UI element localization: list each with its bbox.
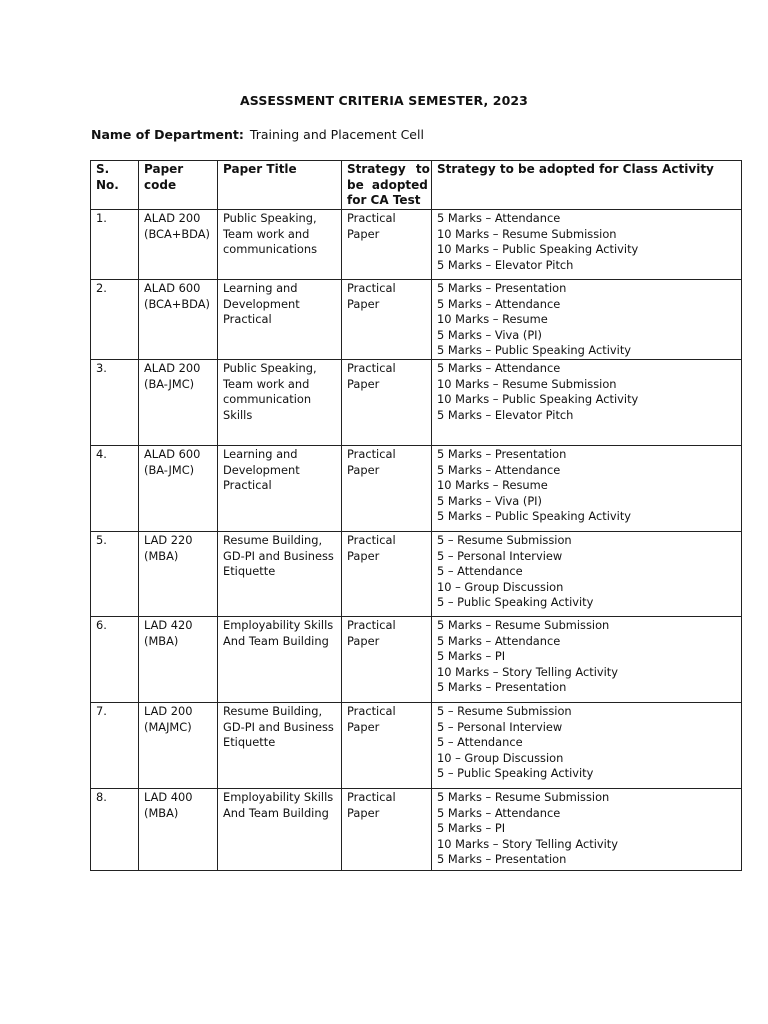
cell-paper-title-line: Learning and [223,281,298,295]
cell-paper-code [139,532,218,617]
cell-class-activity-line: 10 – Group Discussion [437,750,564,765]
cell-class-activity-line: 5 Marks – Viva (PI) [437,327,542,342]
cell-ca-strategy [342,703,432,789]
cell-class-activity [432,789,742,871]
cell-paper-title [218,532,342,617]
cell-class-activity-line: 5 Marks – Elevator Pitch [437,257,574,272]
cell-class-activity-line: 5 Marks – Viva (PI) [437,493,542,508]
cell-ca-strategy-line: Practical [347,281,396,295]
cell-paper-code-line: LAD 420 [144,618,193,632]
cell-paper-title-line: And Team Building [223,633,329,648]
cell-class-activity-line: 5 – Public Speaking Activity [437,766,594,781]
cell-paper-title-line: Public Speaking, [223,361,317,375]
cell-paper-title-line: GD-PI and Business [223,548,334,563]
cell-ca-strategy-line: Paper [347,376,380,391]
cell-class-activity [432,360,742,446]
cell-class-activity-line: 5 Marks – Attendance [437,462,561,477]
cell-class-activity-line: 5 Marks – PI [437,649,506,664]
header-sno-line-2: No. [96,177,119,192]
cell-paper-code-line: ALAD 200 [144,361,201,375]
cell-paper-code-line: (MAJMC) [144,719,192,734]
cell-class-activity [432,446,742,532]
cell-class-activity-line: 5 Marks – Public Speaking Activity [437,509,632,524]
cell-ca-strategy [342,446,432,532]
cell-class-activity [432,210,742,280]
header-paper-code-line-1: Paper [144,162,184,176]
cell-class-activity [432,617,742,703]
cell-class-activity-line: 10 Marks – Story Telling Activity [437,836,618,851]
cell-paper-code [139,446,218,532]
cell-class-activity-line: 5 Marks – Presentation [437,447,567,461]
cell-paper-title [218,789,342,871]
header-paper-code-line-2: code [144,177,177,192]
cell-class-activity-line: 5 – Personal Interview [437,548,563,563]
cell-ca-strategy-line: Practical [347,361,396,375]
cell-class-activity-line: 5 Marks – Attendance [437,633,561,648]
cell-paper-title-line: Resume Building, [223,533,323,547]
cell-class-activity-line: 10 – Group Discussion [437,579,564,594]
cell-paper-title-line: Etiquette [223,735,276,750]
header-paper-title [218,161,342,210]
cell-paper-title-line: Employability Skills [223,618,334,632]
cell-ca-strategy [342,210,432,280]
cell-class-activity-line: 10 Marks – Resume Submission [437,226,617,241]
cell-paper-title-line: communications [223,242,318,257]
table-row [91,532,742,617]
cell-paper-title [218,703,342,789]
cell-class-activity-line: 10 Marks – Public Speaking Activity [437,242,639,257]
cell-paper-code-line: LAD 400 [144,790,193,804]
cell-class-activity-line: 5 Marks – Presentation [437,680,567,695]
cell-paper-code-line: ALAD 200 [144,211,201,225]
cell-class-activity-line: 5 Marks – Elevator Pitch [437,407,574,422]
header-class-activity-strategy [432,161,742,210]
cell-class-activity-line: 10 Marks – Resume [437,478,548,493]
cell-paper-title-line: Development [223,462,300,477]
cell-sno [91,360,139,446]
cell-sno [91,532,139,617]
cell-paper-title-line: Learning and [223,447,298,461]
cell-class-activity-line: 10 Marks – Public Speaking Activity [437,392,639,407]
cell-class-activity-line: 5 – Public Speaking Activity [437,595,594,610]
cell-ca-strategy-line: Paper [347,548,380,563]
department-label: Name of Department: [91,127,244,142]
cell-paper-title-line: Development [223,296,300,311]
cell-class-activity-line: 5 Marks – Presentation [437,281,567,295]
cell-class-activity-line: 5 – Personal Interview [437,719,563,734]
cell-class-activity-line: 5 – Attendance [437,735,523,750]
cell-paper-code-line: (MBA) [144,805,179,820]
cell-sno-text: 3. [96,361,107,375]
table-row [91,360,742,446]
cell-sno-text: 7. [96,704,107,718]
cell-sno-text: 4. [96,447,107,461]
cell-paper-title-line: GD-PI and Business [223,719,334,734]
cell-class-activity-line: 10 Marks – Story Telling Activity [437,664,618,679]
cell-paper-code-line: ALAD 600 [144,281,201,295]
assessment-criteria-table [90,160,742,871]
cell-ca-strategy-line: Paper [347,805,380,820]
cell-paper-code [139,617,218,703]
cell-class-activity [432,532,742,617]
department-value: Training and Placement Cell [249,127,424,142]
cell-ca-strategy-line: Paper [347,226,380,241]
cell-ca-strategy [342,617,432,703]
cell-paper-title-line: And Team Building [223,805,329,820]
table-row [91,703,742,789]
cell-sno [91,446,139,532]
cell-paper-code [139,789,218,871]
cell-paper-title-line: communication [223,392,312,407]
cell-ca-strategy-line: Practical [347,533,396,547]
document-title: ASSESSMENT CRITERIA SEMESTER, 2023 [240,93,528,108]
cell-paper-code-line: (BA-JMC) [144,462,195,477]
cell-paper-code-line: ALAD 600 [144,447,201,461]
cell-paper-code-line: LAD 220 [144,533,193,547]
cell-ca-strategy-line: Paper [347,719,380,734]
cell-paper-code-line: (MBA) [144,548,179,563]
cell-ca-strategy-line: Practical [347,618,396,632]
cell-paper-title [218,446,342,532]
cell-ca-strategy [342,280,432,360]
cell-class-activity-line: 5 Marks – PI [437,821,506,836]
table-row [91,280,742,360]
cell-paper-code-line: (BCA+BDA) [144,226,210,241]
cell-sno-text: 6. [96,618,107,632]
cell-ca-strategy-line: Practical [347,704,396,718]
header-ca-strategy-line-2: be adopted [347,177,428,192]
cell-sno-text: 8. [96,790,107,804]
cell-paper-code-line: LAD 200 [144,704,193,718]
header-ca-strategy [342,161,432,210]
cell-ca-strategy-line: Paper [347,462,380,477]
cell-sno [91,703,139,789]
cell-ca-strategy [342,789,432,871]
cell-class-activity [432,280,742,360]
header-ca-strategy-line-1: Strategy to [347,162,430,176]
table-row [91,446,742,532]
header-class-activity-strategy-text: Strategy to be adopted for Class Activity [437,162,714,176]
header-paper-title-text: Paper Title [223,162,297,176]
table-row [91,210,742,280]
cell-paper-title-line: Practical [223,312,272,327]
cell-class-activity-line: 5 Marks – Attendance [437,211,561,225]
cell-class-activity-line: 5 – Resume Submission [437,533,572,547]
cell-ca-strategy-line: Practical [347,211,396,225]
cell-paper-title [218,617,342,703]
cell-sno-text: 1. [96,211,107,225]
cell-ca-strategy-line: Practical [347,447,396,461]
header-ca-strategy-line-3: for CA Test [347,193,421,208]
cell-paper-title-line: Team work and [223,226,310,241]
cell-paper-title-line: Skills [223,407,253,422]
cell-ca-strategy-line: Practical [347,790,396,804]
cell-paper-code [139,280,218,360]
cell-paper-code-line: (BCA+BDA) [144,296,210,311]
cell-paper-code-line: (BA-JMC) [144,376,195,391]
table-header-row [91,161,742,210]
cell-ca-strategy-line: Paper [347,633,380,648]
cell-class-activity-line: 5 Marks – Presentation [437,852,567,867]
cell-class-activity-line: 5 Marks – Attendance [437,361,561,375]
cell-paper-code-line: (MBA) [144,633,179,648]
table-row [91,617,742,703]
cell-class-activity-line: 5 Marks – Resume Submission [437,790,610,804]
cell-paper-title [218,360,342,446]
header-paper-code [139,161,218,210]
cell-class-activity-line: 5 – Resume Submission [437,704,572,718]
cell-paper-title-line: Etiquette [223,564,276,579]
cell-ca-strategy-line: Paper [347,296,380,311]
cell-class-activity-line: 10 Marks – Resume [437,312,548,327]
cell-sno [91,280,139,360]
cell-paper-title-line: Team work and [223,376,310,391]
cell-class-activity-line: 5 – Attendance [437,564,523,579]
cell-sno-text: 2. [96,281,107,295]
cell-ca-strategy [342,360,432,446]
cell-class-activity-line: 5 Marks – Public Speaking Activity [437,343,632,358]
header-sno-line-1: S. [96,162,110,176]
table-row [91,789,742,871]
cell-sno-text: 5. [96,533,107,547]
cell-paper-title-line: Public Speaking, [223,211,317,225]
cell-class-activity-line: 5 Marks – Resume Submission [437,618,610,632]
cell-ca-strategy [342,532,432,617]
cell-class-activity-line: 5 Marks – Attendance [437,805,561,820]
cell-class-activity [432,703,742,789]
cell-sno [91,789,139,871]
cell-sno [91,210,139,280]
table-body [91,210,742,871]
cell-paper-code [139,360,218,446]
department-line [91,127,424,142]
cell-class-activity-line: 5 Marks – Attendance [437,296,561,311]
cell-paper-code [139,210,218,280]
cell-paper-title-line: Employability Skills [223,790,334,804]
cell-paper-code [139,703,218,789]
cell-class-activity-line: 10 Marks – Resume Submission [437,376,617,391]
cell-paper-title-line: Resume Building, [223,704,323,718]
cell-paper-title-line: Practical [223,478,272,493]
cell-paper-title [218,280,342,360]
header-sno [91,161,139,210]
cell-sno [91,617,139,703]
cell-paper-title [218,210,342,280]
